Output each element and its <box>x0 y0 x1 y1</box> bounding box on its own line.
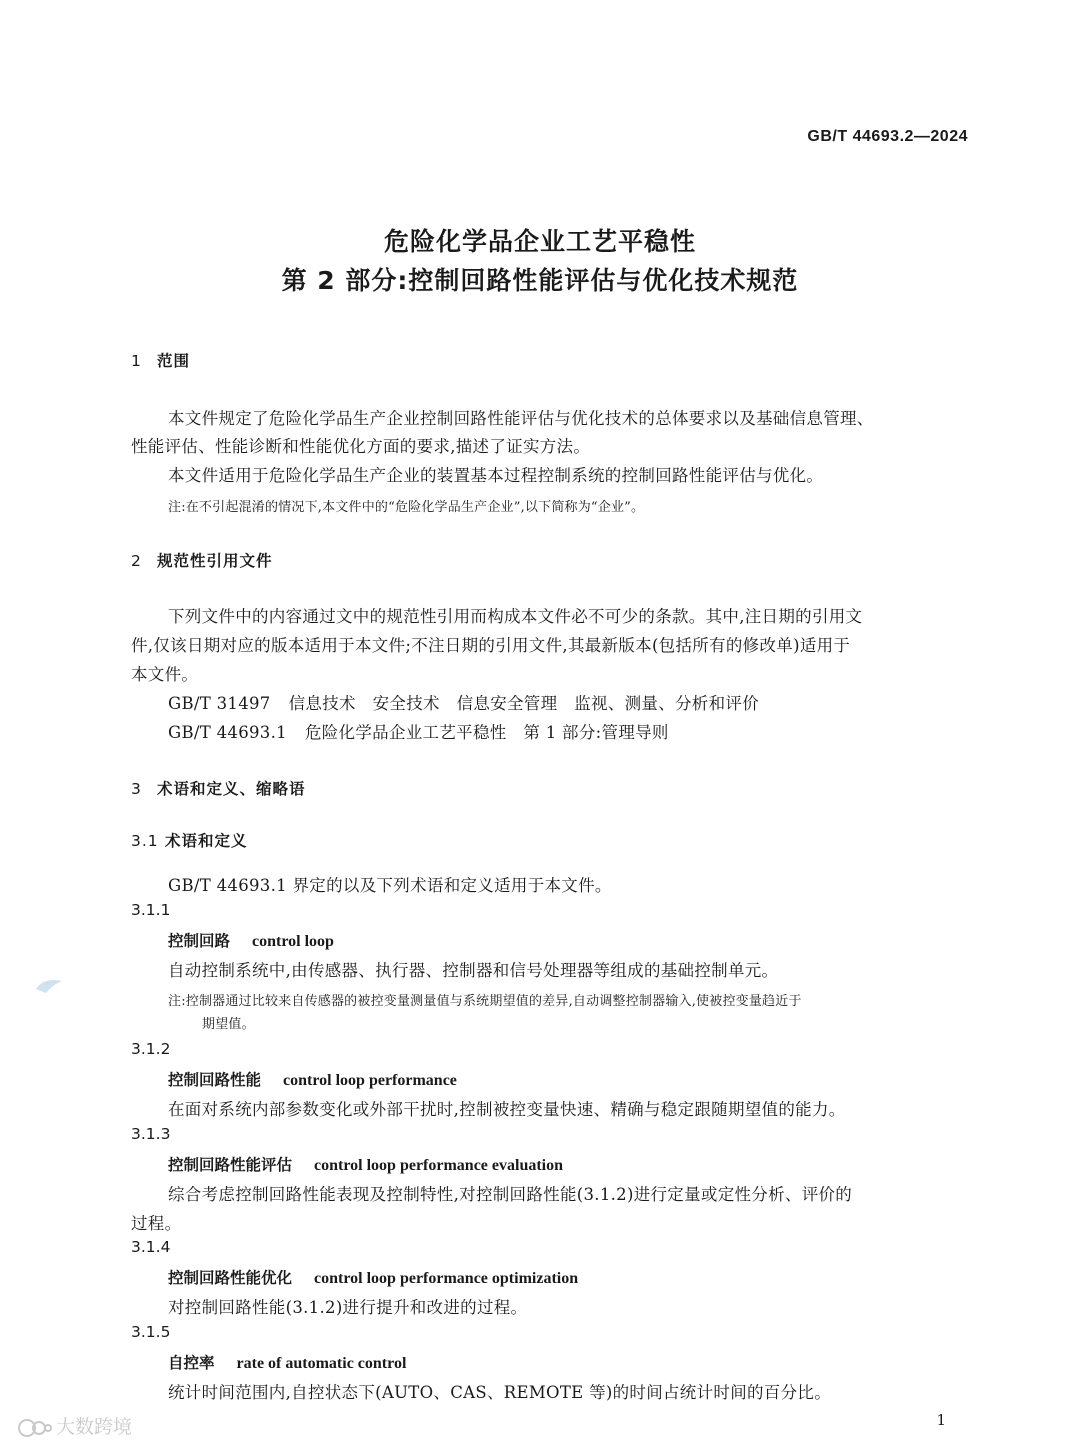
term-heading <box>168 1266 578 1288</box>
term-heading <box>168 1351 406 1373</box>
ref-1-code: GB/T 31497 <box>168 694 271 713</box>
section-1-title: 范围 <box>157 352 191 370</box>
term-heading <box>168 1068 457 1090</box>
term-number: 3.1.3 <box>131 1125 171 1143</box>
section-3-1-number: 3.1 <box>131 832 159 850</box>
standard-code: GB/T 44693.2—2024 <box>807 128 968 145</box>
term-zh: 控制回路性能优化 <box>168 1269 293 1287</box>
ref-2-code: GB/T 44693.1 <box>168 723 287 742</box>
normative-reference-1 <box>168 690 759 714</box>
term-zh: 控制回路性能 <box>168 1071 262 1089</box>
s31-intro: GB/T 44693.1 界定的以及下列术语和定义适用于本文件。 <box>168 876 612 895</box>
term-number: 3.1.1 <box>131 901 171 919</box>
section-3-1-heading <box>131 829 248 851</box>
term-en: rate of automatic control <box>236 1355 407 1372</box>
term-definition: 在面对系统内部参数变化或外部干扰时,控制被控变量快速、精确与稳定跟随期望值的能力。 <box>168 1100 846 1119</box>
section-3-title: 术语和定义、缩略语 <box>157 780 306 798</box>
ref-1-title: 信息技术 安全技术 信息安全管理 监视、测量、分析和评价 <box>288 694 760 713</box>
term-number: 3.1.4 <box>131 1238 171 1256</box>
title-line-2: 第 2 部分:控制回路性能评估与优化技术规范 <box>281 266 799 295</box>
watermark-logo-icon <box>18 1417 52 1439</box>
term-note-line2: 期望值。 <box>202 1017 255 1032</box>
side-logo-icon <box>34 975 64 995</box>
term-en: control loop performance evaluation <box>314 1157 564 1174</box>
section-2-title: 规范性引用文件 <box>157 552 273 570</box>
term-number: 3.1.2 <box>131 1040 171 1058</box>
section-3-number: 3 <box>131 780 142 798</box>
title-line-1: 危险化学品企业工艺平稳性 <box>383 227 696 256</box>
section-1-number: 1 <box>131 352 142 370</box>
s2-para-line1: 下列文件中的内容通过文中的规范性引用而构成本文件必不可少的条款。其中,注日期的引用文 <box>168 607 863 626</box>
term-note-line1: 注:控制器通过比较来自传感器的被控变量测量值与系统期望值的差异,自动调整控制器输入,使被控变量趋近于 <box>168 994 802 1009</box>
section-2-heading <box>131 549 273 571</box>
term-zh: 自控率 <box>168 1354 215 1372</box>
s2-para-line3: 本文件。 <box>131 665 199 684</box>
term-definition: 自动控制系统中,由传感器、执行器、控制器和信号处理器等组成的基础控制单元。 <box>168 961 779 980</box>
watermark <box>18 1412 132 1439</box>
term-zh: 控制回路 <box>168 932 231 950</box>
s1-note: 注:在不引起混淆的情况下,本文件中的“危险化学品生产企业”,以下简称为“企业”。 <box>168 500 645 515</box>
s1-para2: 本文件适用于危险化学品生产企业的装置基本过程控制系统的控制回路性能评估与优化。 <box>168 466 824 485</box>
term-number: 3.1.5 <box>131 1323 171 1341</box>
s1-para1-line1: 本文件规定了危险化学品生产企业控制回路性能评估与优化技术的总体要求以及基础信息管理、 <box>168 409 874 428</box>
term-en: control loop <box>252 933 334 950</box>
term-en: control loop performance optimization <box>314 1270 579 1287</box>
term-definition-line1: 综合考虑控制回路性能表现及控制特性,对控制回路性能(3.1.2)进行定量或定性分析、评价的 <box>168 1185 853 1204</box>
section-3-1-title: 术语和定义 <box>165 832 248 850</box>
s2-para-line2: 件,仅该日期对应的版本适用于本文件;不注日期的引用文件,其最新版本(包括所有的修改单)适用于 <box>131 636 851 655</box>
term-definition-line2: 过程。 <box>131 1214 182 1233</box>
page-number: 1 <box>936 1411 946 1429</box>
term-heading <box>168 929 334 951</box>
term-definition: 对控制回路性能(3.1.2)进行提升和改进的过程。 <box>168 1298 528 1317</box>
section-1-heading <box>131 349 190 371</box>
term-heading <box>168 1153 563 1175</box>
term-zh: 控制回路性能评估 <box>168 1156 293 1174</box>
watermark-text: 大数跨境 <box>56 1416 133 1438</box>
term-definition: 统计时间范围内,自控状态下(AUTO、CAS、REMOTE 等)的时间占统计时间的百分比。 <box>168 1383 832 1402</box>
ref-2-title: 危险化学品企业工艺平稳性 第 1 部分:管理导则 <box>304 723 669 742</box>
normative-reference-2 <box>168 719 669 743</box>
section-3-heading <box>131 777 306 799</box>
s1-para1-line2: 性能评估、性能诊断和性能优化方面的要求,描述了证实方法。 <box>131 437 591 456</box>
section-2-number: 2 <box>131 552 142 570</box>
term-en: control loop performance <box>283 1072 457 1089</box>
